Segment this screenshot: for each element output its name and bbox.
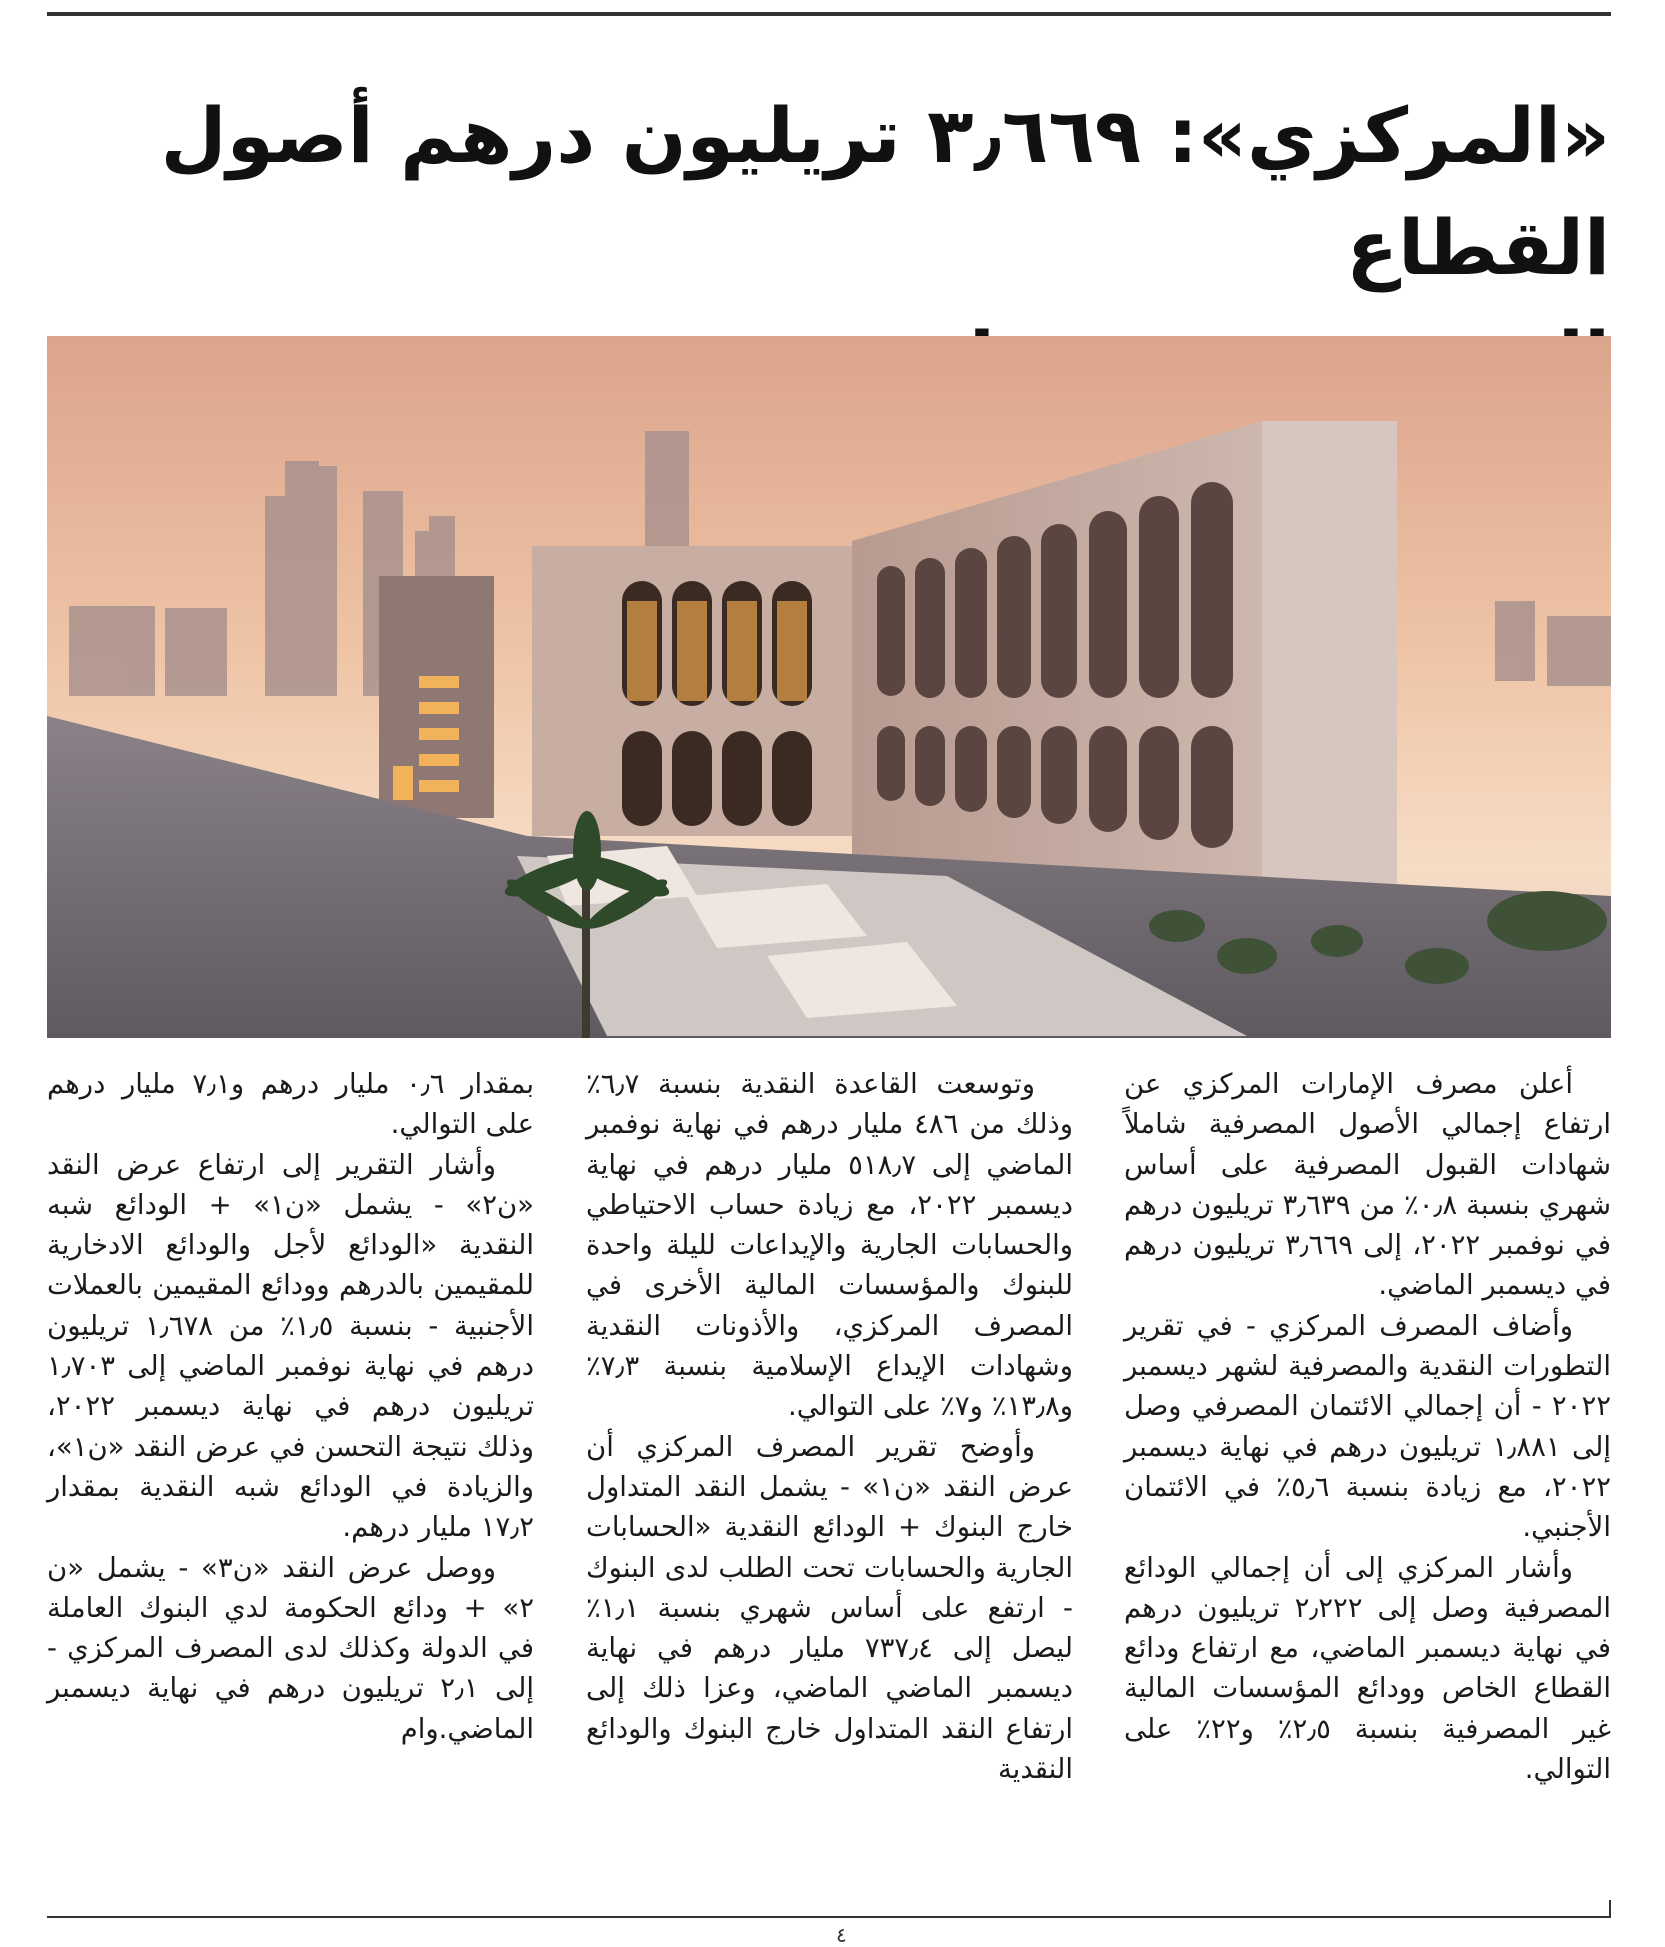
paragraph: بمقدار ٠٫٦ مليار درهم و٧٫١ مليار درهم على التوالي. [47,1068,535,1141]
paragraph: وأضاف المصرف المركزي - في تقرير التطورات النقدية والمصرفية لشهر ديسمبر ٢٠٢٢ - أن إجمالي الائتمان المصرفي وصل إلى ١٫٨٨١ تريليون درهم في نهاية ديسمبر ٢٠٢٢، مع زيادة بنسبة ٥٫٦٪ في الائتمان الأجنبي. [1124,1309,1611,1544]
article-body [47,1064,1611,1824]
article-column-3 [47,1064,534,1824]
top-rule [47,12,1611,16]
paragraph: وأوضح تقرير المصرف المركزي أن عرض النقد «ن١» - يشمل النقد المتداول خارج البنوك + الودائع النقدية «الحسابات الجارية والحسابات تحت الطلب لدى البنوك - ارتفع على أساس شهري بنسبة ١٫١٪ ليصل إلى ٧٣٧٫٤ مليار درهم في نهاية ديسمبر الماضي الماضي، وعزا ذلك إلى ارتفاع النقد المتداول خارج البنوك والودائع النقدية [586,1430,1073,1786]
photo-illustration [47,336,1611,1038]
page-number: ٤ [836,1923,847,1947]
paragraph: أعلن مصرف الإمارات المركزي عن ارتفاع إجمالي الأصول المصرفية شاملاً شهادات القبول المصرفية على أساس شهري بنسبة ٠٫٨٪ من ٣٫٦٣٩ تريليون درهم في نوفمبر ٢٠٢٢، إلى ٣٫٦٦٩ تريليون درهم في ديسمبر الماضي. [1124,1068,1611,1302]
article-column-2 [586,1064,1073,1824]
paragraph: وتوسعت القاعدة النقدية بنسبة ٦٫٧٪ وذلك من ٤٨٦ مليار درهم في نهاية نوفمبر الماضي إلى ٥١٨٫٧ مليار درهم في نهاية ديسمبر ٢٠٢٢، مع زيادة حساب الاحتياطي والحسابات الجارية والإيداعات لليلة واحدة للبنوك والمؤسسات المالية الأخرى في المصرف المركزي، والأذونات النقدية وشهادات الإيداع الإسلامية بنسبة ٧٫٣٪ و١٣٫٨٪ و٧٪ على التوالي. [586,1068,1073,1423]
central-bank-building-photo [47,336,1611,1038]
article-column-1 [1124,1064,1611,1824]
bottom-rule-tick [1609,1900,1611,1918]
paragraph: ووصل عرض النقد «ن٣» - يشمل «ن ٢» + ودائع الحكومة لدي البنوك العاملة في الدولة وكذلك لدى المصرف المركزي - إلى ٢٫١ تريليون درهم في نهاية ديسمبر الماضي.وام [47,1551,534,1745]
bottom-rule [47,1916,1611,1918]
paragraph: وأشار المركزي إلى أن إجمالي الودائع المصرفية وصل إلى ٢٫٢٢٢ تريليون درهم في نهاية ديسمبر الماضي، مع ارتفاع ودائع القطاع الخاص وودائع المؤسسات المالية غير المصرفية بنسبة ٢٫٥٪ و٢٢٪ على التوالي. [1124,1551,1612,1786]
paragraph: وأشار التقرير إلى ارتفاع عرض النقد «ن٢» - يشمل «ن١» + الودائع شبه النقدية «الودائع لأجل والودائع الادخارية للمقيمين بالدرهم وودائع المقيمين بالعملات الأجنبية - بنسبة ١٫٥٪ من ١٫٦٧٨ تريليون درهم في نهاية نوفمبر الماضي إلى ١٫٧٠٣ تريليون درهم في نهاية ديسمبر ٢٠٢٢، وذلك نتيجة التحسن في عرض النقد «ن١»، والزيادة في الودائع شبه النقدية بمقدار ١٧٫٢ مليار درهم. [47,1148,535,1544]
headline-line-1: «المركزي»: ٣٫٦٦٩ تريليون درهم أصول القطاع [160,91,1610,292]
